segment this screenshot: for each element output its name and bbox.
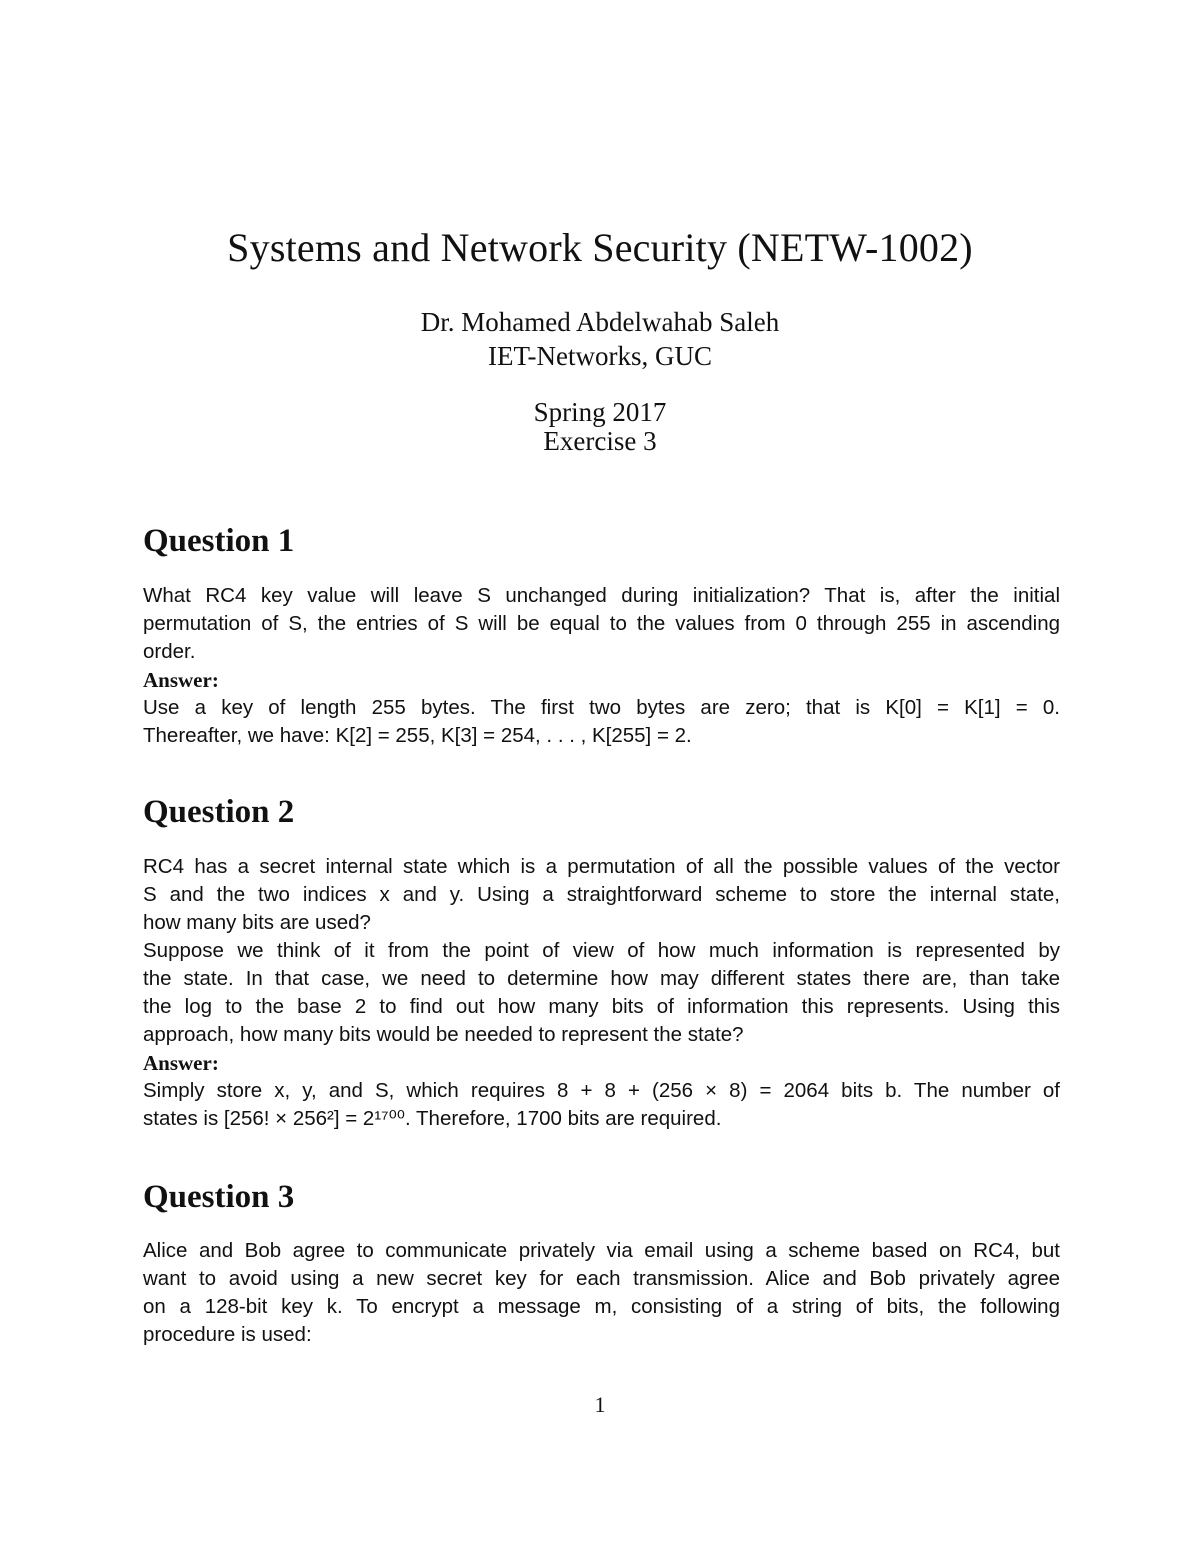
question-2-answer-line: states is [256! × 256²] = 2¹⁷⁰⁰. Therefore, 1700 bits are required. — [143, 1107, 722, 1130]
document-title: Systems and Network Security (NETW-1002) — [227, 225, 973, 270]
question-2-line: approach, how many bits would be needed to represent the state? — [143, 1023, 744, 1046]
question-2-line: S and the two indices x and y. Using a straightforward scheme to store the internal state, — [143, 883, 1060, 906]
question-2-line: the log to the base 2 to find out how many bits of information this represents. Using this — [143, 995, 1060, 1018]
term: Spring 2017 — [533, 397, 667, 427]
author-name: Dr. Mohamed Abdelwahab Saleh — [420, 307, 780, 337]
question-3-line: procedure is used: — [143, 1323, 312, 1346]
question-2-line: the state. In that case, we need to determine how may different states there are, than take — [143, 967, 1060, 990]
question-2-answer-line: Simply store x, y, and S, which requires 8 + 8 + (256 × 8) = 2064 bits b. The number of — [143, 1079, 1060, 1102]
question-3-line: want to avoid using a new secret key for each transmission. Alice and Bob privately agree — [143, 1267, 1060, 1290]
affiliation: IET-Networks, GUC — [488, 341, 712, 371]
question-3-text — [143, 1237, 1060, 1349]
question-1-answer-label: Answer: — [143, 668, 219, 692]
question-2-heading: Question 2 — [143, 794, 295, 830]
question-1-line: permutation of S, the entries of S will be equal to the values from 0 through 255 in ascending — [143, 612, 1060, 635]
question-2-answer-label: Answer: — [143, 1051, 219, 1075]
question-1-text — [143, 582, 1060, 750]
question-1-answer-line: Thereafter, we have: K[2] = 255, K[3] = 254, . . . , K[255] = 2. — [143, 724, 692, 747]
question-1-answer-line: Use a key of length 255 bytes. The first two bytes are zero; that is K[0] = K[1] = 0. — [143, 696, 1060, 719]
question-2-line: Suppose we think of it from the point of view of how much information is represented by — [143, 939, 1060, 962]
question-3-heading: Question 3 — [143, 1179, 295, 1215]
page-number: 1 — [594, 1392, 606, 1417]
question-2-text — [143, 853, 1060, 1133]
question-3-line: Alice and Bob agree to communicate privately via email using a scheme based on RC4, but — [143, 1239, 1060, 1262]
question-1-heading: Question 1 — [143, 523, 295, 559]
question-1-line: What RC4 key value will leave S unchanged during initialization? That is, after the initial — [143, 584, 1060, 607]
question-1-line: order. — [143, 640, 196, 663]
exercise-number: Exercise 3 — [543, 426, 657, 456]
question-3-line: on a 128-bit key k. To encrypt a message m, consisting of a string of bits, the following — [143, 1295, 1060, 1318]
question-2-line: RC4 has a secret internal state which is a permutation of all the possible values of the vector — [143, 855, 1060, 878]
question-2-line: how many bits are used? — [143, 911, 371, 934]
